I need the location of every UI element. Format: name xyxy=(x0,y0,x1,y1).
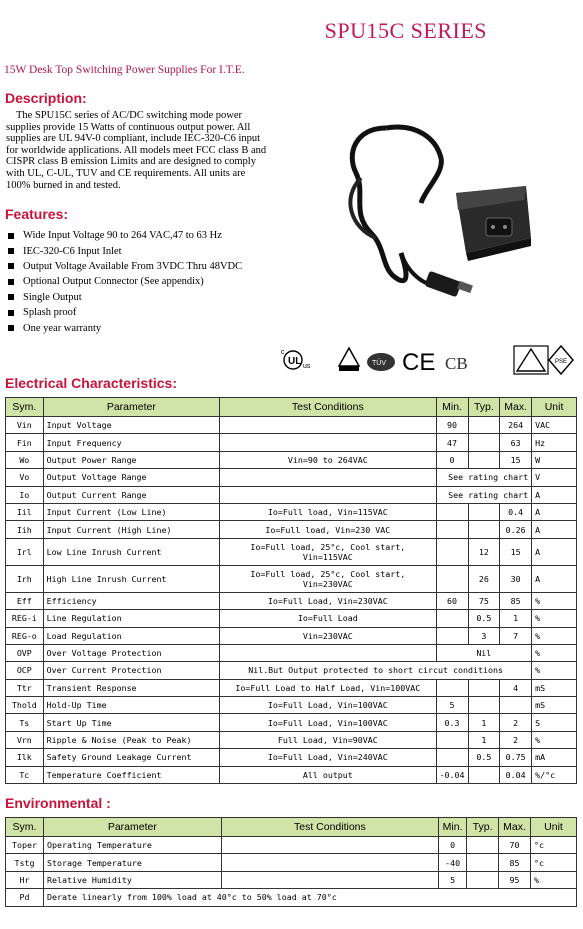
symbol-cell: Toper xyxy=(6,837,44,854)
features-heading: Features: xyxy=(5,206,69,222)
symbol-cell: Wo xyxy=(6,451,44,468)
min-cell: 0.3 xyxy=(436,714,468,731)
table-header-row: Sym. Parameter Test Conditions Min. Typ. Max. Unit xyxy=(6,398,577,417)
min-cell: 5 xyxy=(436,697,468,714)
tuv-icon xyxy=(367,353,395,371)
max-cell: 85 xyxy=(500,592,532,609)
parameter-cell: Output Power Range xyxy=(43,451,219,468)
min-cell xyxy=(436,565,468,592)
svg-text:us: us xyxy=(303,363,311,370)
table-row xyxy=(6,417,577,434)
min-cell xyxy=(436,679,468,696)
parameter-cell: Relative Humidity xyxy=(43,871,221,888)
bullet-icon xyxy=(8,279,14,285)
condition-cell: Io=Full load, 25°c, Cool start, Vin=115VAC xyxy=(220,538,436,565)
max-cell: 0.75 xyxy=(500,749,532,766)
description-heading: Description: xyxy=(5,90,87,106)
table-row xyxy=(6,731,577,748)
symbol-cell: Iih xyxy=(6,521,44,538)
condition-cell xyxy=(220,644,436,661)
svg-text:c: c xyxy=(281,349,285,356)
bullet-icon xyxy=(8,310,14,316)
unit-cell: W xyxy=(532,451,577,468)
typ-cell: 75 xyxy=(468,592,500,609)
condition-cell: Vin=230VAC xyxy=(220,627,436,644)
condition-cell xyxy=(220,486,436,503)
table-row xyxy=(6,871,577,888)
description-text xyxy=(6,110,272,191)
condition-cell xyxy=(220,417,436,434)
unit-cell: °c xyxy=(531,854,577,871)
typ-cell xyxy=(468,503,500,520)
min-cell: 0 xyxy=(439,837,467,854)
condition-cell: Io=Full Load, Vin=100VAC xyxy=(220,714,436,731)
max-cell: 15 xyxy=(500,538,532,565)
feature-item: One year warranty xyxy=(7,320,242,335)
max-cell: 30 xyxy=(500,565,532,592)
table-row xyxy=(6,627,577,644)
max-cell: 2 xyxy=(500,731,532,748)
min-cell: 47 xyxy=(436,434,468,451)
symbol-cell: Fin xyxy=(6,434,44,451)
max-cell: 0.26 xyxy=(500,521,532,538)
cb-icon xyxy=(445,354,468,373)
min-cell xyxy=(436,749,468,766)
environmental-heading: Environmental : xyxy=(5,795,111,811)
parameter-cell: Low Line Inrush Current xyxy=(43,538,219,565)
max-cell: 95 xyxy=(499,871,531,888)
typ-cell: 3 xyxy=(468,627,500,644)
unit-cell: % xyxy=(532,627,577,644)
table-row xyxy=(6,469,577,486)
min-cell: 90 xyxy=(436,417,468,434)
symbol-cell: REG-i xyxy=(6,610,44,627)
parameter-cell: Efficiency xyxy=(43,592,219,609)
svg-text:CB: CB xyxy=(445,354,468,373)
symbol-cell: Tstg xyxy=(6,854,44,871)
typ-cell: 26 xyxy=(468,565,500,592)
symbol-cell: Vin xyxy=(6,417,44,434)
svg-text:UL: UL xyxy=(288,356,302,367)
certification-logos xyxy=(277,342,577,378)
table-row xyxy=(6,644,577,661)
table-row xyxy=(6,766,577,783)
min-cell xyxy=(436,610,468,627)
symbol-cell: Thold xyxy=(6,697,44,714)
ul-icon xyxy=(281,349,311,370)
symbol-cell: Eff xyxy=(6,592,44,609)
parameter-cell: Output Current Range xyxy=(43,486,219,503)
condition-cell xyxy=(220,469,436,486)
table-row xyxy=(6,451,577,468)
bullet-icon xyxy=(8,248,14,254)
condition-cell: Full Load, Vin=90VAC xyxy=(220,731,436,748)
feature-item: Splash proof xyxy=(7,305,242,320)
series-title: SPU15C SERIES xyxy=(324,18,487,43)
symbol-cell: Tc xyxy=(6,766,44,783)
features-list xyxy=(7,228,242,336)
table-row xyxy=(6,697,577,714)
description-body: The SPU15C series of AC/DC switching mode power supplies provide 15 Watts of continuous output power. All supplies are UL 94V-0 compliant, include IEC-320-C6 input for worldwide applications. All models meet FCC class B and CISPR class B emission Limits and are designed to comply with UL, C-UL, TUV and CE requirements. All units are 100% burned in and tested. xyxy=(6,110,267,191)
table-row xyxy=(6,610,577,627)
unit-cell: % xyxy=(532,644,577,661)
table-row xyxy=(6,662,577,679)
table-row xyxy=(6,749,577,766)
unit-cell: mA xyxy=(532,749,577,766)
unit-cell: A xyxy=(532,538,577,565)
parameter-cell: Over Current Protection xyxy=(43,662,219,679)
table-row xyxy=(6,679,577,696)
parameter-cell: Input Frequency xyxy=(43,434,219,451)
parameter-cell: Safety Ground Leakage Current xyxy=(43,749,219,766)
min-cell: See rating chart xyxy=(436,486,532,503)
bullet-icon xyxy=(8,294,14,300)
unit-cell: % xyxy=(532,610,577,627)
svg-text:PSE: PSE xyxy=(555,359,568,365)
condition-cell: Io=Full Load xyxy=(220,610,436,627)
min-cell: -40 xyxy=(439,854,467,871)
parameter-cell: Temperature Coefficient xyxy=(43,766,219,783)
typ-cell: 1 xyxy=(468,714,500,731)
feature-item: Wide Input Voltage 90 to 264 VAC,47 to 63 Hz xyxy=(7,228,242,243)
bullet-icon xyxy=(8,325,14,331)
condition-cell: Io=Full Load, Vin=100VAC xyxy=(220,697,436,714)
min-cell: 0 xyxy=(436,451,468,468)
max-cell: 15 xyxy=(500,451,532,468)
min-cell: Nil xyxy=(436,644,532,661)
max-cell: 264 xyxy=(500,417,532,434)
symbol-cell: Irl xyxy=(6,538,44,565)
typ-cell: 0.5 xyxy=(468,610,500,627)
symbol-cell: Ts xyxy=(6,714,44,731)
condition-cell: Io=Full Load to Half Load, Vin=100VAC xyxy=(220,679,436,696)
condition-cell: Io=Full load, 25°c, Cool start, Vin=230VAC xyxy=(220,565,436,592)
nemko-icon xyxy=(339,348,359,371)
feature-item: IEC-320-C6 Input Inlet xyxy=(7,243,242,258)
parameter-cell: High Line Inrush Current xyxy=(43,565,219,592)
condition-cell xyxy=(221,854,438,871)
parameter-cell: Line Regulation xyxy=(43,610,219,627)
condition-cell xyxy=(221,871,438,888)
parameter-cell: Hold-Up Time xyxy=(43,697,219,714)
condition-cell xyxy=(221,837,438,854)
bullet-icon xyxy=(8,233,14,239)
ce-icon xyxy=(402,349,435,376)
parameter-cell: Input Current (Low Line) xyxy=(43,503,219,520)
condition-cell: Io=Full Load, Vin=240VAC xyxy=(220,749,436,766)
condition-cell xyxy=(220,434,436,451)
table-row-note: Pd Derate linearly from 100% load at 40°c to 50% load at 70°c xyxy=(6,889,577,906)
unit-cell: mS xyxy=(532,697,577,714)
parameter-cell: Output Voltage Range xyxy=(43,469,219,486)
max-cell: 63 xyxy=(500,434,532,451)
typ-cell xyxy=(468,434,500,451)
parameter-cell: Storage Temperature xyxy=(43,854,221,871)
typ-cell xyxy=(467,854,499,871)
symbol-cell: Vo xyxy=(6,469,44,486)
parameter-cell: Ripple & Noise (Peak to Peak) xyxy=(43,731,219,748)
unit-cell: %/°c xyxy=(532,766,577,783)
subtitle: 15W Desk Top Switching Power Supplies For I.T.E. xyxy=(4,64,245,76)
table-row xyxy=(6,538,577,565)
unit-cell: % xyxy=(532,662,577,679)
table-header-row: Sym. Parameter Test Conditions Min. Typ. Max. Unit xyxy=(6,818,577,837)
table-row xyxy=(6,486,577,503)
table-row xyxy=(6,565,577,592)
parameter-cell: Transient Response xyxy=(43,679,219,696)
symbol-cell: Ttr xyxy=(6,679,44,696)
max-cell: 0.4 xyxy=(500,503,532,520)
parameter-cell: Over Voltage Protection xyxy=(43,644,219,661)
unit-cell: A xyxy=(532,486,577,503)
svg-text:CE: CE xyxy=(402,349,436,376)
table-row xyxy=(6,521,577,538)
parameter-cell: Input Current (High Line) xyxy=(43,521,219,538)
unit-cell: S xyxy=(532,714,577,731)
symbol-cell: Io xyxy=(6,486,44,503)
typ-cell xyxy=(467,837,499,854)
environmental-table xyxy=(5,817,577,907)
min-cell xyxy=(436,731,468,748)
typ-cell: 0.5 xyxy=(468,749,500,766)
symbol-cell: Vrn xyxy=(6,731,44,748)
condition-cell: Vin=90 to 264VAC xyxy=(220,451,436,468)
unit-cell: °c xyxy=(531,837,577,854)
typ-cell xyxy=(468,521,500,538)
condition-cell: Nil.But Output protected to short circut conditions xyxy=(220,662,532,679)
unit-cell: VAC xyxy=(532,417,577,434)
table-row xyxy=(6,714,577,731)
min-cell: -0.04 xyxy=(436,766,468,783)
max-cell: 0.04 xyxy=(500,766,532,783)
min-cell: See rating chart xyxy=(436,469,532,486)
typ-cell xyxy=(468,679,500,696)
unit-cell: % xyxy=(532,731,577,748)
condition-cell: Io=Full load, Vin=115VAC xyxy=(220,503,436,520)
symbol-cell: OCP xyxy=(6,662,44,679)
unit-cell: % xyxy=(531,871,577,888)
pse-icon xyxy=(549,346,573,374)
condition-cell: Io=Full Load, Vin=230VAC xyxy=(220,592,436,609)
table-row xyxy=(6,854,577,871)
parameter-cell: Operating Temperature xyxy=(43,837,221,854)
table-row xyxy=(6,434,577,451)
symbol-cell: REG-o xyxy=(6,627,44,644)
feature-item: Optional Output Connector (See appendix) xyxy=(7,274,242,289)
condition-cell: All output xyxy=(220,766,436,783)
table-row xyxy=(6,837,577,854)
symbol-cell: Irh xyxy=(6,565,44,592)
min-cell xyxy=(436,521,468,538)
symbol-cell: Hr xyxy=(6,871,44,888)
min-cell: 60 xyxy=(436,592,468,609)
typ-cell xyxy=(468,697,500,714)
power-adapter-image xyxy=(326,118,536,318)
symbol-cell: Iil xyxy=(6,503,44,520)
unit-cell: A xyxy=(532,565,577,592)
unit-cell: A xyxy=(532,521,577,538)
typ-cell: 1 xyxy=(468,731,500,748)
parameter-cell: Input Voltage xyxy=(43,417,219,434)
unit-cell: V xyxy=(532,469,577,486)
electrical-table xyxy=(5,397,577,784)
unit-cell: % xyxy=(532,592,577,609)
max-cell: 2 xyxy=(500,714,532,731)
typ-cell xyxy=(467,871,499,888)
unit-cell: mS xyxy=(532,679,577,696)
tuv-triangle-icon xyxy=(514,346,548,374)
max-cell: 7 xyxy=(500,627,532,644)
feature-item: Single Output xyxy=(7,290,242,305)
table-row xyxy=(6,503,577,520)
min-cell xyxy=(436,503,468,520)
feature-item: Output Voltage Available From 3VDC Thru 48VDC xyxy=(7,259,242,274)
max-cell: 4 xyxy=(500,679,532,696)
svg-text:TÜV: TÜV xyxy=(372,360,386,367)
min-cell xyxy=(436,538,468,565)
typ-cell xyxy=(468,417,500,434)
unit-cell: Hz xyxy=(532,434,577,451)
max-cell xyxy=(500,697,532,714)
symbol-cell: OVP xyxy=(6,644,44,661)
max-cell: 70 xyxy=(499,837,531,854)
bullet-icon xyxy=(8,263,14,269)
min-cell xyxy=(436,627,468,644)
electrical-heading: Electrical Characteristics: xyxy=(5,375,177,391)
parameter-cell: Start Up Time xyxy=(43,714,219,731)
condition-cell: Io=Full load, Vin=230 VAC xyxy=(220,521,436,538)
typ-cell xyxy=(468,451,500,468)
parameter-cell: Load Regulation xyxy=(43,627,219,644)
typ-cell xyxy=(468,766,500,783)
typ-cell: 12 xyxy=(468,538,500,565)
unit-cell: A xyxy=(532,503,577,520)
max-cell: 1 xyxy=(500,610,532,627)
table-row xyxy=(6,592,577,609)
min-cell: 5 xyxy=(439,871,467,888)
symbol-cell: Ilk xyxy=(6,749,44,766)
max-cell: 85 xyxy=(499,854,531,871)
